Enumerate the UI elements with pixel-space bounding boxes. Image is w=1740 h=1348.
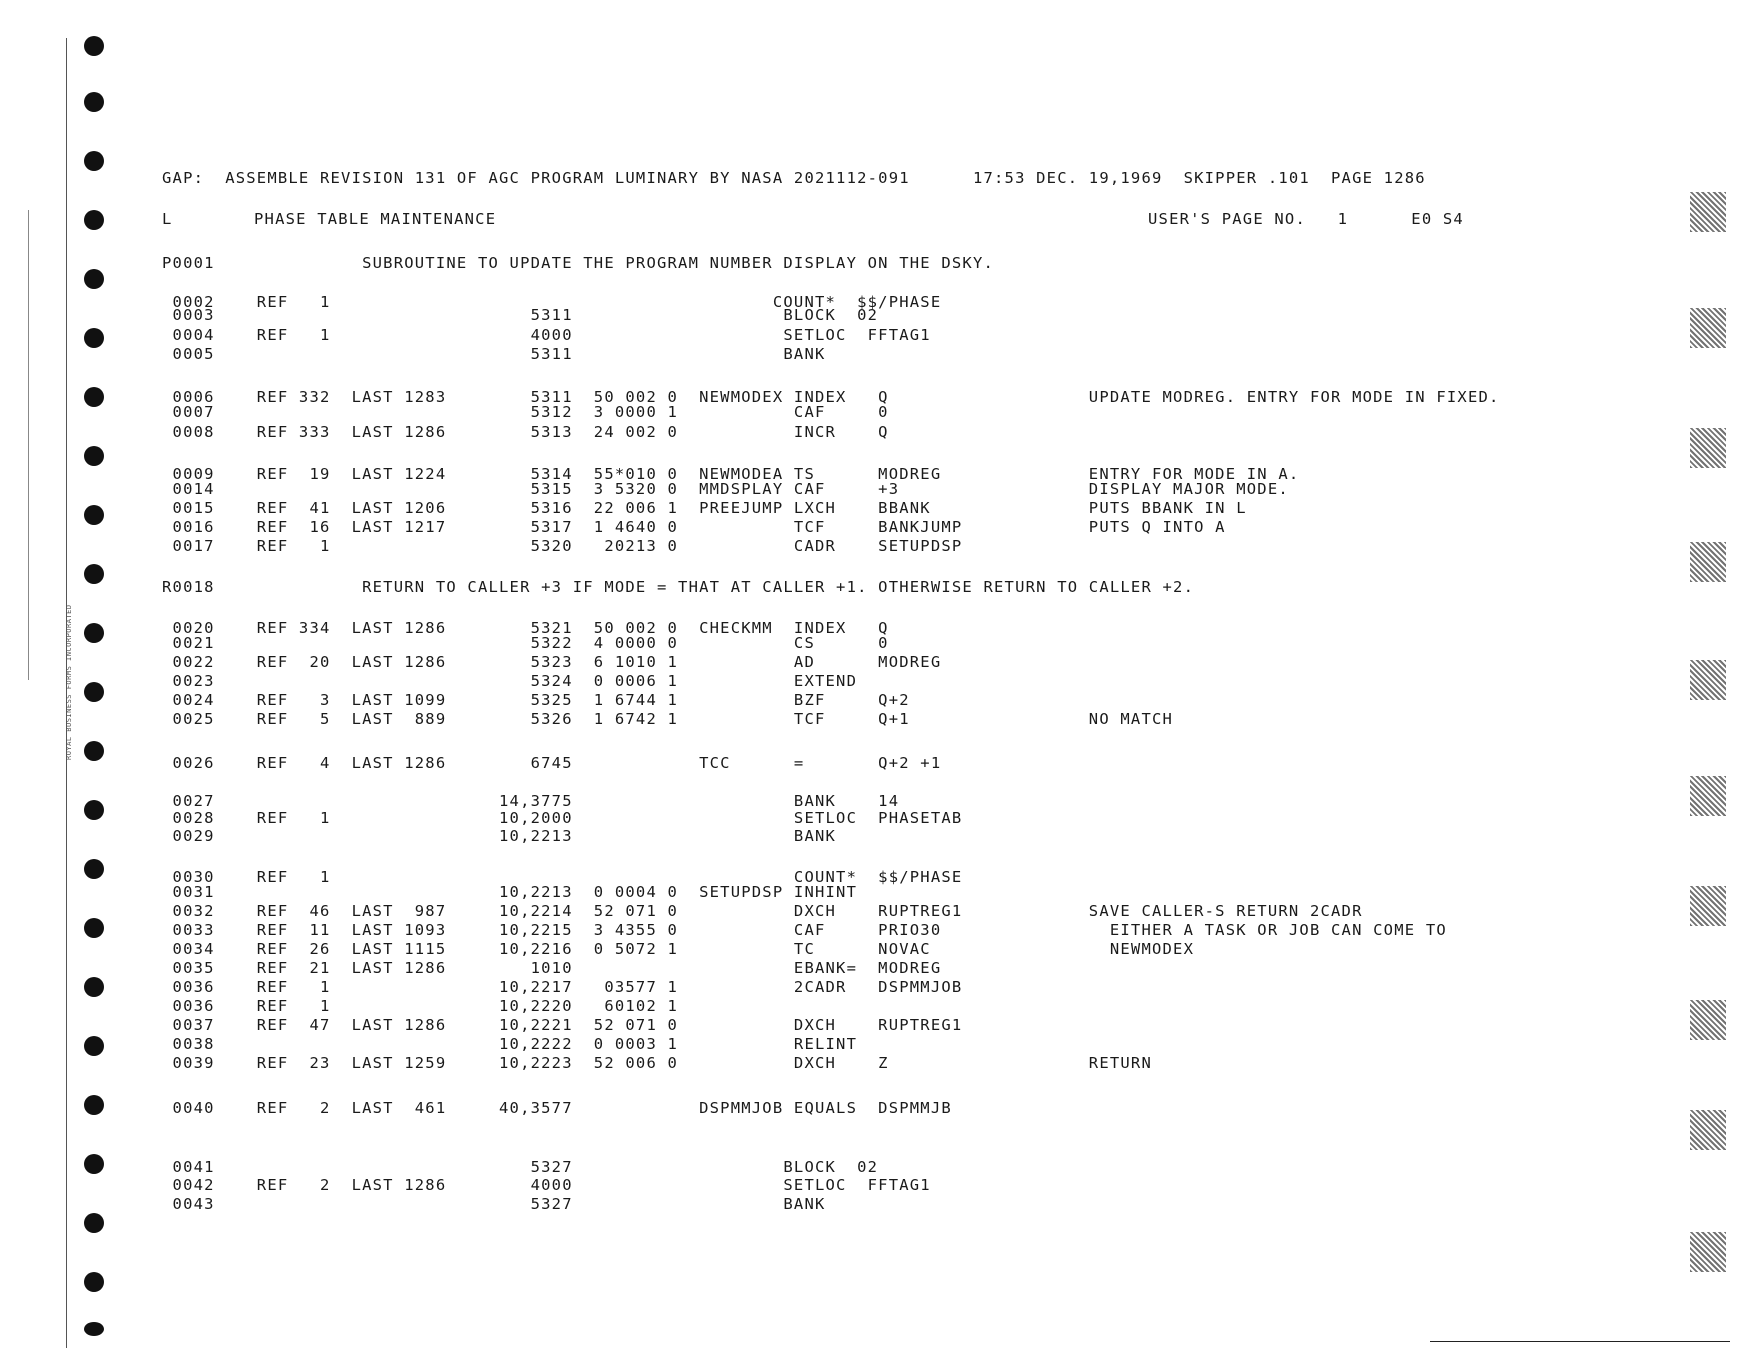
listing-line: 0029 10,2213 BANK [162, 827, 837, 845]
listing-line: 0034 REF 26 LAST 1115 10,2216 0 5072 1 TC NOVAC NEWMODEX [162, 940, 1195, 958]
listing-line: 0036 REF 1 10,2220 60102 1 [162, 997, 679, 1015]
listing-line: 0025 REF 5 LAST 889 5326 1 6742 1 TCF Q+1 NO MATCH [162, 710, 1174, 728]
listing-line: 0021 5322 4 0000 0 CS 0 [162, 634, 889, 652]
listing-line: 0040 REF 2 LAST 461 40,3577 DSPMMJOB EQUALS DSPMMJB [162, 1099, 952, 1117]
listing-line: 0031 10,2213 0 0004 0 SETUPDSP INHINT [162, 883, 858, 901]
listing-line: 0038 10,2222 0 0003 1 RELINT [162, 1035, 858, 1053]
listing-line: 0017 REF 1 5320 20213 0 CADR SETUPDSP [162, 537, 963, 555]
listing-line: 0007 5312 3 0000 1 CAF 0 [162, 403, 889, 421]
listing-line: 0004 REF 1 4000 SETLOC FFTAG1 [162, 326, 931, 344]
perforation-mark [1690, 1232, 1726, 1272]
listing-line: 0005 5311 BANK [162, 345, 826, 363]
listing-line: 0033 REF 11 LAST 1093 10,2215 3 4355 0 CAF PRIO30 EITHER A TASK OR JOB CAN COME TO [162, 921, 1447, 939]
listing-line: 0027 14,3775 BANK 14 [162, 792, 900, 810]
listing-line: 0043 5327 BANK [162, 1195, 826, 1213]
listing-line: 0009 REF 19 LAST 1224 5314 55*010 0 NEWMODEA TS MODREG ENTRY FOR MODE IN A. [162, 465, 1300, 483]
sprocket-hole [84, 1095, 104, 1115]
listing-line: 0023 5324 0 0006 1 EXTEND [162, 672, 858, 690]
perforation-mark [1690, 660, 1726, 700]
listing-line: 0032 REF 46 LAST 987 10,2214 52 071 0 DXCH RUPTREG1 SAVE CALLER-S RETURN 2CADR [162, 902, 1363, 920]
sprocket-hole [84, 918, 104, 938]
perforation-mark [1690, 886, 1726, 926]
perforation-mark [1690, 428, 1726, 468]
sprocket-hole [84, 151, 104, 171]
sprocket-hole [84, 387, 104, 407]
listing-line: 0039 REF 23 LAST 1259 10,2223 52 006 0 DXCH Z RETURN [162, 1054, 1152, 1072]
listing-line: 0008 REF 333 LAST 1286 5313 24 002 0 INCR Q [162, 423, 889, 441]
listing-line: 0041 5327 BLOCK 02 [162, 1158, 879, 1176]
outer-margin-rule [28, 210, 29, 680]
listing-line: 0016 REF 16 LAST 1217 5317 1 4640 0 TCF BANKJUMP PUTS Q INTO A [162, 518, 1226, 536]
sprocket-hole [84, 1272, 104, 1292]
users-page-number: USER'S PAGE NO. 1 E0 S4 [1148, 210, 1464, 228]
sprocket-hole [84, 1036, 104, 1056]
sprocket-hole [84, 800, 104, 820]
listing-line: 0030 REF 1 COUNT* $$/PHASE [162, 868, 963, 886]
perforation-mark [1690, 308, 1726, 348]
sprocket-hole [84, 505, 104, 525]
sprocket-hole [84, 623, 104, 643]
sprocket-hole [84, 1213, 104, 1233]
sprocket-hole [84, 210, 104, 230]
listing-line: P0001 SUBROUTINE TO UPDATE THE PROGRAM NUMBER DISPLAY ON THE DSKY. [162, 254, 995, 272]
listing-line: 0036 REF 1 10,2217 03577 1 2CADR DSPMMJOB [162, 978, 963, 996]
perforation-mark [1690, 192, 1726, 232]
listing-line: 0002 REF 1 COUNT* $$/PHASE [162, 293, 942, 311]
listing-line: 0024 REF 3 LAST 1099 5325 1 6744 1 BZF Q+2 [162, 691, 910, 709]
listing-line: 0037 REF 47 LAST 1286 10,2221 52 071 0 DXCH RUPTREG1 [162, 1016, 963, 1034]
listing-line: 0035 REF 21 LAST 1286 1010 EBANK= MODREG [162, 959, 942, 977]
listing-line: 0028 REF 1 10,2000 SETLOC PHASETAB [162, 809, 963, 827]
section-title: PHASE TABLE MAINTENANCE [254, 210, 497, 228]
bottom-rule [1430, 1341, 1730, 1342]
listing-line: R0018 RETURN TO CALLER +3 IF MODE = THAT AT CALLER +1. OTHERWISE RETURN TO CALLER +2. [162, 578, 1195, 596]
sprocket-hole [84, 269, 104, 289]
margin-imprint: ROYAL BUSINESS FORMS INCORPORATED [65, 604, 73, 760]
listing-line: 0006 REF 332 LAST 1283 5311 50 002 0 NEWMODEX INDEX Q UPDATE MODREG. ENTRY FOR MODE IN FIXED. [162, 388, 1500, 406]
listing-line: 0003 5311 BLOCK 02 [162, 306, 879, 324]
listing-line: 0026 REF 4 LAST 1286 6745 TCC = Q+2 +1 [162, 754, 942, 772]
listing-line: 0015 REF 41 LAST 1206 5316 22 006 1 PREEJUMP LXCH BBANK PUTS BBANK IN L [162, 499, 1247, 517]
sprocket-hole [84, 564, 104, 584]
perforation-mark [1690, 542, 1726, 582]
sprocket-hole [84, 92, 104, 112]
sprocket-hole [84, 977, 104, 997]
sprocket-hole [84, 328, 104, 348]
perforation-mark [1690, 1000, 1726, 1040]
perforation-mark [1690, 776, 1726, 816]
sprocket-hole [84, 1154, 104, 1174]
sprocket-hole [84, 36, 104, 56]
listing-line: 0042 REF 2 LAST 1286 4000 SETLOC FFTAG1 [162, 1176, 931, 1194]
listing-line: 0020 REF 334 LAST 1286 5321 50 002 0 CHECKMM INDEX Q [162, 619, 889, 637]
sprocket-hole [84, 1322, 104, 1336]
listing-line: 0014 5315 3 5320 0 MMDSPLAY CAF +3 DISPLAY MAJOR MODE. [162, 480, 1289, 498]
sprocket-hole [84, 682, 104, 702]
sprocket-hole [84, 859, 104, 879]
sprocket-hole [84, 741, 104, 761]
sprocket-hole [84, 446, 104, 466]
page-header: GAP: ASSEMBLE REVISION 131 OF AGC PROGRAM LUMINARY BY NASA 2021112-091 17:53 DEC. 19,1969 SKIPPER .101 PAGE 1286 [162, 169, 1426, 187]
perforation-mark [1690, 1110, 1726, 1150]
listing-line: 0022 REF 20 LAST 1286 5323 6 1010 1 AD MODREG [162, 653, 942, 671]
section-letter: L [162, 210, 173, 228]
